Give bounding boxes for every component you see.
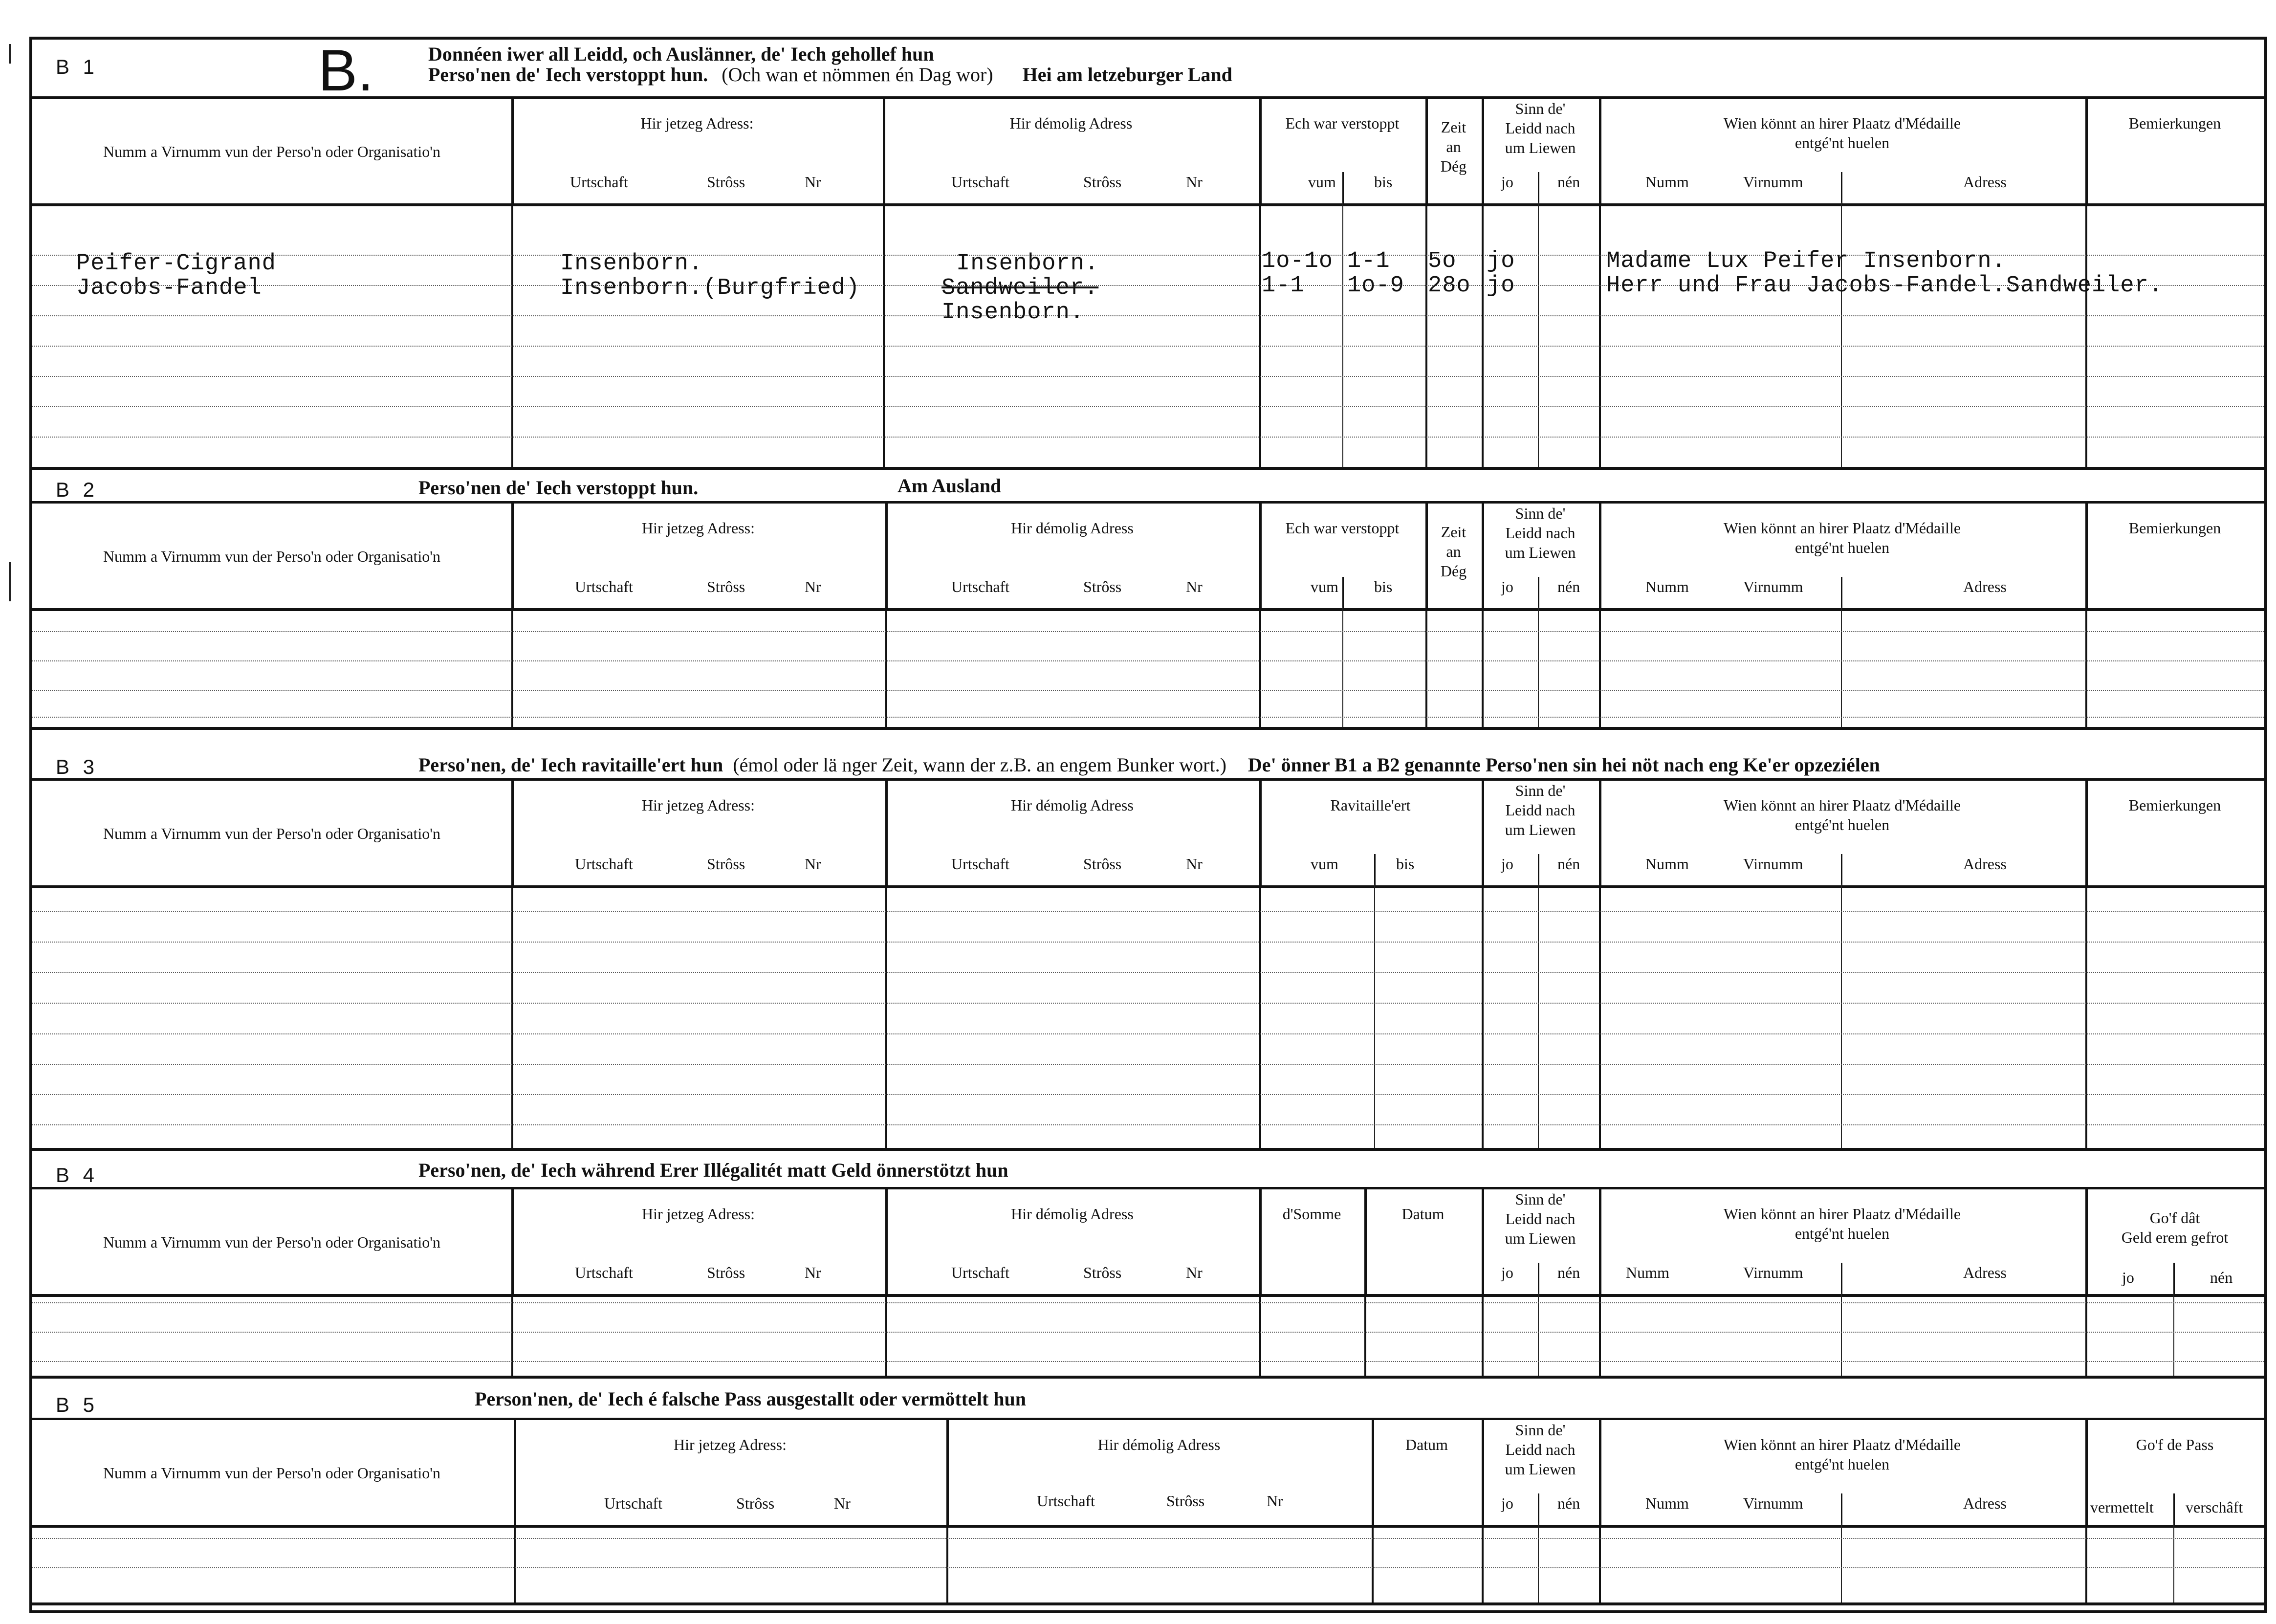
header-street: Strôss <box>707 1264 745 1281</box>
section-b2 <box>32 469 2264 758</box>
header-medal-first: Virnumm <box>1743 855 1803 873</box>
header-mediated: vermettelt <box>2090 1498 2154 1516</box>
row1-name: Peifer-Cigrand <box>76 251 276 277</box>
header-former-address: Hir démolig Adress <box>1011 1205 1134 1223</box>
header-time: Zeit an Dég <box>1440 118 1467 175</box>
header-medal-first: Virnumm <box>1743 1494 1803 1512</box>
header-from: vum <box>1311 855 1338 873</box>
header-alive: Sinn de' Leidd nach um Liewen <box>1505 782 1576 838</box>
header-medal-name: Numm <box>1645 1494 1689 1512</box>
header-current-address: Hir jetzeg Adress: <box>641 796 755 814</box>
section-code: B 1 <box>56 55 99 78</box>
header-pass: Go'f de Pass <box>2136 1436 2214 1453</box>
header-number: Nr <box>1186 1264 1203 1281</box>
section-b1 <box>32 37 2264 472</box>
header-street: Strôss <box>736 1494 775 1512</box>
table-header <box>32 501 2264 611</box>
header-until: bis <box>1396 855 1415 873</box>
header-yes: jo <box>1501 855 1513 873</box>
section-b4 <box>32 1144 2264 1388</box>
row2-former: Insenborn. <box>941 300 1085 326</box>
header-place: Urtschaft <box>951 855 1010 873</box>
row1-days: 5o <box>1428 248 1457 274</box>
table-body <box>32 607 2264 730</box>
header-place: Urtschaft <box>1037 1492 1095 1510</box>
header-remarks: Bemierkungen <box>2128 519 2221 537</box>
header-refund: Go'f dât Geld erem gefrot <box>2121 1209 2229 1246</box>
section-b5 <box>32 1373 2264 1612</box>
row2-current: Insenborn.(Burgfried) <box>560 275 860 301</box>
row2-name: Jacobs-Fandel <box>76 275 262 301</box>
header-place: Urtschaft <box>951 578 1010 595</box>
row2-until: 1o-9 <box>1347 273 1404 299</box>
header-former-address: Hir démolig Adress <box>1097 1436 1221 1453</box>
table-body <box>32 1523 2264 1605</box>
header-medal-name: Numm <box>1645 855 1689 873</box>
margin-mark <box>9 562 11 601</box>
header-name: Numm a Virnumm vun der Perso'n oder Organisatio'n <box>103 143 441 160</box>
header-place: Urtschaft <box>570 173 629 191</box>
header-number: Nr <box>805 578 821 595</box>
header-place: Urtschaft <box>575 578 634 595</box>
row2-alive: jo <box>1487 273 1515 299</box>
header-street: Strôss <box>1083 578 1122 595</box>
header-medal-first: Virnumm <box>1743 173 1803 191</box>
header-alive: Sinn de' Leidd nach um Liewen <box>1505 1421 1576 1478</box>
header-supplied: Ravitaille'ert <box>1330 796 1411 814</box>
header-no: nén <box>1557 855 1580 873</box>
header-number: Nr <box>1186 855 1203 873</box>
header-from: vum <box>1308 173 1336 191</box>
header-time: Zeit an Dég <box>1440 523 1467 580</box>
header-until: bis <box>1374 578 1393 595</box>
header-remarks: Bemierkungen <box>2128 114 2221 132</box>
header-former-address: Hir démolig Adress <box>1011 796 1134 814</box>
header-hidden: Ech war verstoppt <box>1285 519 1400 537</box>
header-yes: jo <box>1501 173 1513 191</box>
header-name: Numm a Virnumm vun der Perso'n oder Organisatio'n <box>103 548 441 565</box>
header-number: Nr <box>1186 578 1203 595</box>
header-medal-address: Adress <box>1963 173 2007 191</box>
header-street: Strôss <box>707 173 745 191</box>
section-code: B 4 <box>56 1163 99 1186</box>
section-title-right: Am Ausland <box>897 475 1002 497</box>
section-title: Perso'nen, de' Iech ravitaille'ert hun (émol oder lä nger Zeit, wann der z.B. an engem Bunker wort.) De' önner B1 a B2 genannte Perso'nen sin hei nöt nach eng Ke'er opzeziélen <box>418 754 1880 776</box>
header-refund-yes: jo <box>2122 1269 2134 1286</box>
header-number: Nr <box>1186 173 1203 191</box>
section-subtitle: Perso'nen de' Iech verstoppt hun. (Och wan et nömmen én Dag wor) Hei am letzeburger Land <box>428 64 1232 86</box>
header-medal: Wien könnt an hirer Plaatz d'Médaille entgé'nt huelen <box>1723 114 1961 152</box>
header-name: Numm a Virnumm vun der Perso'n oder Organisatio'n <box>103 1464 441 1482</box>
header-street: Strôss <box>1166 1492 1205 1510</box>
row1-until: 1-1 <box>1347 248 1390 274</box>
header-medal-address: Adress <box>1963 1494 2007 1512</box>
margin-mark <box>9 44 11 64</box>
header-name: Numm a Virnumm vun der Perso'n oder Organisatio'n <box>103 1233 441 1251</box>
header-street: Strôss <box>707 855 745 873</box>
header-former-address: Hir démolig Adress <box>1009 114 1133 132</box>
header-medal: Wien könnt an hirer Plaatz d'Médaille entgé'nt huelen <box>1723 519 1961 556</box>
header-alive: Sinn de' Leidd nach um Liewen <box>1505 1190 1576 1247</box>
header-former-address: Hir démolig Adress <box>1011 519 1134 537</box>
header-yes: jo <box>1501 578 1513 595</box>
table-header <box>32 1418 2264 1528</box>
header-number: Nr <box>805 1264 821 1281</box>
table-body <box>32 202 2264 470</box>
row2-former-struck: Sandweiler. <box>941 275 1099 301</box>
header-street: Strôss <box>1083 855 1122 873</box>
header-refund-no: nén <box>2210 1269 2233 1286</box>
header-number: Nr <box>1267 1492 1283 1510</box>
header-date: Datum <box>1405 1436 1448 1453</box>
header-alive: Sinn de' Leidd nach um Liewen <box>1505 505 1576 561</box>
header-street: Strôss <box>707 578 745 595</box>
header-medal: Wien könnt an hirer Plaatz d'Médaille entgé'nt huelen <box>1723 1205 1961 1242</box>
section-code: B 3 <box>56 755 99 778</box>
header-date: Datum <box>1401 1205 1444 1223</box>
section-title: Person'nen, de' Iech é falsche Pass ausgestallt oder vermöttelt hun <box>475 1388 1027 1410</box>
header-medal-first: Virnumm <box>1743 1264 1803 1281</box>
table-body <box>32 1293 2264 1379</box>
table-header <box>32 96 2264 206</box>
header-yes: jo <box>1501 1264 1513 1281</box>
header-current-address: Hir jetzeg Adress: <box>640 114 754 132</box>
row2-medal: Herr und Frau Jacobs-Fandel.Sandweiler. <box>1606 273 2163 299</box>
header-street: Strôss <box>1083 1264 1122 1281</box>
header-until: bis <box>1374 173 1393 191</box>
header-street: Strôss <box>1083 173 1122 191</box>
header-medal: Wien könnt an hirer Plaatz d'Médaille entgé'nt huelen <box>1723 796 1961 834</box>
header-number: Nr <box>834 1494 851 1512</box>
header-current-address: Hir jetzeg Adress: <box>641 519 755 537</box>
header-number: Nr <box>805 173 821 191</box>
section-title: Donnéen iwer all Leidd, och Auslänner, de' Iech gehollef hun <box>428 43 934 65</box>
header-current-address: Hir jetzeg Adress: <box>641 1205 755 1223</box>
header-number: Nr <box>805 855 821 873</box>
row1-from: 1o-1o <box>1262 248 1334 274</box>
header-medal-name: Numm <box>1645 578 1689 595</box>
header-current-address: Hir jetzeg Adress: <box>673 1436 787 1453</box>
header-medal-name: Numm <box>1626 1264 1669 1281</box>
header-place: Urtschaft <box>575 855 634 873</box>
header-place: Urtschaft <box>951 173 1010 191</box>
row1-former: Insenborn. <box>956 251 1099 277</box>
section-title: Perso'nen, de' Iech während Erer Illégalitét matt Geld önnerstötzt hun <box>418 1159 1008 1181</box>
header-medal-name: Numm <box>1645 173 1689 191</box>
row1-medal: Madame Lux Peifer Insenborn. <box>1606 248 2006 274</box>
header-name: Numm a Virnumm vun der Perso'n oder Organisatio'n <box>103 825 441 842</box>
header-yes: jo <box>1501 1494 1513 1512</box>
section-title: Perso'nen de' Iech verstoppt hun. <box>418 477 699 499</box>
header-place: Urtschaft <box>951 1264 1010 1281</box>
row2-days: 28o <box>1428 273 1471 299</box>
header-hidden: Ech war verstoppt <box>1285 114 1400 132</box>
header-sum: d'Somme <box>1282 1205 1341 1223</box>
header-from: vum <box>1311 578 1338 595</box>
header-medal-address: Adress <box>1963 855 2007 873</box>
header-obtained: verschâft <box>2186 1498 2243 1516</box>
header-alive: Sinn de' Leidd nach um Liewen <box>1505 100 1576 156</box>
header-remarks: Bemierkungen <box>2128 796 2221 814</box>
row2-from: 1-1 <box>1262 273 1305 299</box>
header-medal-first: Virnumm <box>1743 578 1803 595</box>
section-code: B 5 <box>56 1393 99 1416</box>
header-medal: Wien könnt an hirer Plaatz d'Médaille entgé'nt huelen <box>1723 1436 1961 1473</box>
header-medal-address: Adress <box>1963 578 2007 595</box>
table-body <box>32 884 2264 1151</box>
header-no: nén <box>1557 1264 1580 1281</box>
table-header <box>32 778 2264 888</box>
header-place: Urtschaft <box>604 1494 663 1512</box>
row1-alive: jo <box>1487 248 1515 274</box>
header-place: Urtschaft <box>575 1264 634 1281</box>
header-medal-address: Adress <box>1963 1264 2007 1281</box>
section-code: B 2 <box>56 478 99 501</box>
header-no: nén <box>1557 1494 1580 1512</box>
table-header <box>32 1187 2264 1297</box>
form-letter: B. <box>318 38 374 103</box>
section-b3 <box>32 746 2264 1157</box>
row1-current: Insenborn. <box>560 251 703 277</box>
header-no: nén <box>1557 578 1580 595</box>
header-no: nén <box>1557 173 1580 191</box>
